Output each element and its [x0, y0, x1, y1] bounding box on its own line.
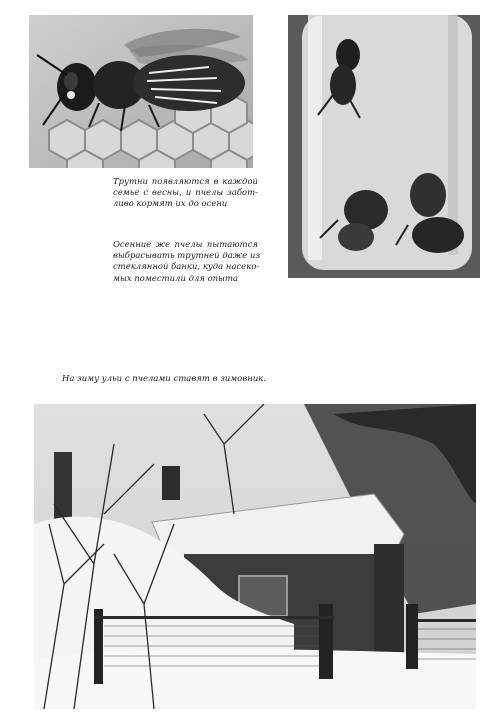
winter-caption: [62, 373, 266, 384]
autumn-bees-caption-line-1: Осенние же пчелы пытаются: [113, 239, 258, 249]
drones-caption-line-1: Трутни появляются в каждой: [113, 176, 258, 186]
autumn-bees-caption-line-3: стеклянной банки, куда насеко-: [113, 261, 260, 272]
drones-caption: [113, 176, 258, 210]
drone-bee-photo: [29, 15, 253, 168]
autumn-bees-caption-line-4: мых поместили для опыта: [113, 272, 239, 283]
autumn-bees-caption: [113, 239, 261, 284]
jar-bees-image: [288, 15, 480, 278]
drone-bee-image: [29, 15, 253, 168]
winter-house-image: [34, 404, 476, 709]
winter-caption-text: На зиму ульи с пчелами ставят в зимовник.: [62, 373, 267, 383]
winter-house-photo: [34, 404, 476, 709]
drones-caption-line-3: ливо кормят их до осени: [113, 198, 228, 209]
autumn-bees-caption-line-2: выбрасывать трутней даже из: [113, 250, 261, 261]
drones-caption-line-2: семье с весны, и пчелы забот-: [113, 187, 258, 198]
jar-bees-photo: [288, 15, 480, 278]
